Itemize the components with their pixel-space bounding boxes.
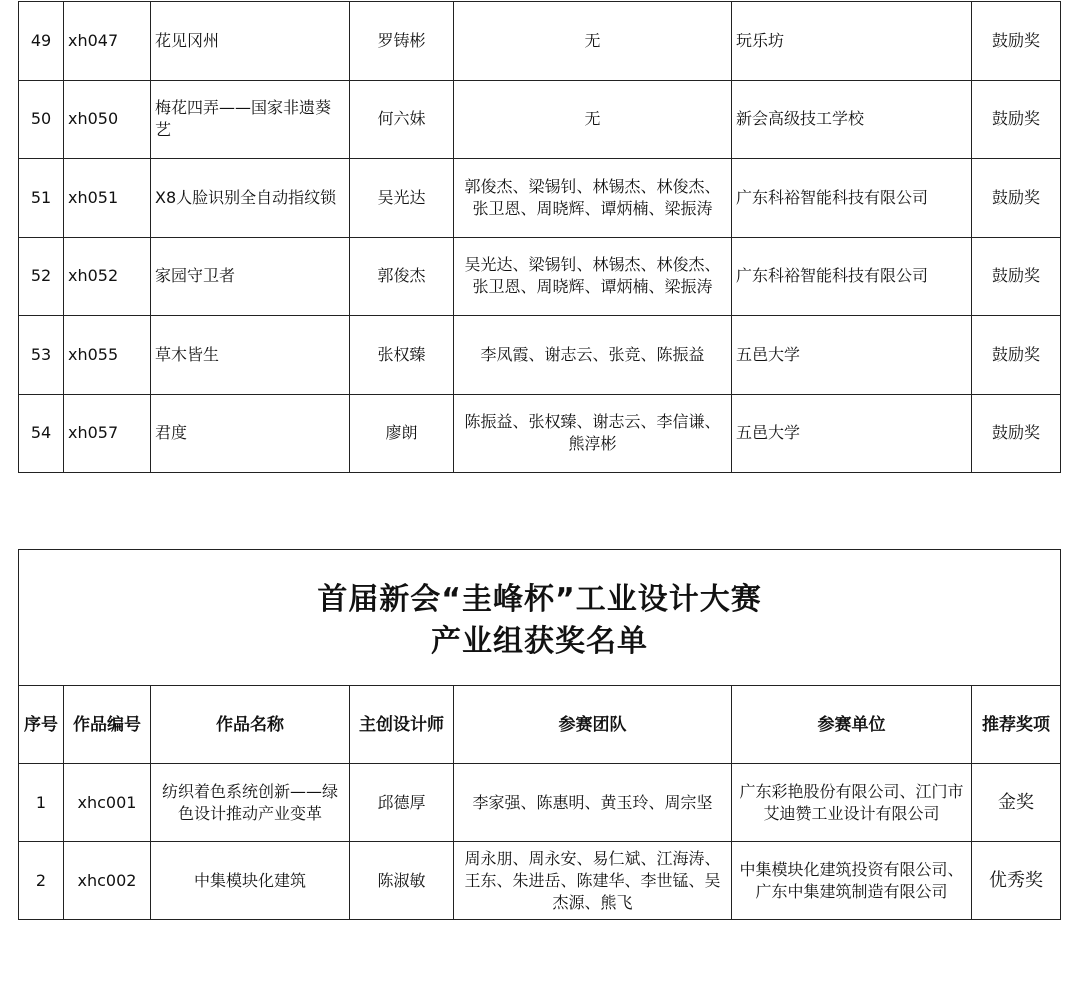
entrant-unit: 广东彩艳股份有限公司、江门市艾迪赞工业设计有限公司 [732, 764, 972, 842]
lead-designer: 邱德厚 [350, 764, 454, 842]
award: 优秀奖 [972, 842, 1061, 920]
entrant-unit: 广东科裕智能科技有限公司 [732, 237, 972, 316]
lead-designer: 陈淑敏 [350, 842, 454, 920]
row-number: 53 [19, 316, 64, 395]
lead-designer: 郭俊杰 [350, 237, 454, 316]
work-name: 家园守卫者 [151, 237, 350, 316]
work-code: xh050 [64, 80, 151, 159]
award: 鼓励奖 [972, 80, 1061, 159]
team-members: 周永朋、周永安、易仁斌、江海涛、王东、朱进岳、陈建华、李世锰、吴杰源、熊飞 [454, 842, 732, 920]
row-number: 1 [19, 764, 64, 842]
row-number: 49 [19, 2, 64, 81]
title-line-1: 首届新会“圭峰杯”工业设计大赛 [317, 581, 762, 617]
header-designer: 主创设计师 [350, 686, 454, 764]
header-name: 作品名称 [151, 686, 350, 764]
team-members: 郭俊杰、梁锡钊、林锡杰、林俊杰、张卫恩、周晓辉、谭炳楠、梁振涛 [454, 159, 732, 238]
header-no: 序号 [19, 686, 64, 764]
work-name: 草木皆生 [151, 316, 350, 395]
header-unit: 参赛单位 [732, 686, 972, 764]
lead-designer: 吴光达 [350, 159, 454, 238]
work-code: xh055 [64, 316, 151, 395]
award: 鼓励奖 [972, 159, 1061, 238]
work-name: 花见冈州 [151, 2, 350, 81]
entrant-unit: 新会高级技工学校 [732, 80, 972, 159]
entrant-unit: 五邑大学 [732, 316, 972, 395]
title-line-2: 产业组获奖名单 [431, 623, 649, 659]
table-row [19, 842, 1061, 920]
table-row [19, 764, 1061, 842]
team-members: 李凤霞、谢志云、张竞、陈振益 [454, 316, 732, 395]
table-row [19, 159, 1061, 238]
header-code: 作品编号 [64, 686, 151, 764]
header-team: 参赛团队 [454, 686, 732, 764]
work-name: 梅花四弄——国家非遗葵艺 [151, 80, 350, 159]
entrant-unit: 广东科裕智能科技有限公司 [732, 159, 972, 238]
award: 鼓励奖 [972, 316, 1061, 395]
row-number: 51 [19, 159, 64, 238]
lead-designer: 罗铸彬 [350, 2, 454, 81]
entrant-unit: 中集模块化建筑投资有限公司、广东中集建筑制造有限公司 [732, 842, 972, 920]
work-name: 中集模块化建筑 [151, 842, 350, 920]
row-number: 54 [19, 394, 64, 473]
award: 金奖 [972, 764, 1061, 842]
team-members: 李家强、陈惠明、黄玉玲、周宗坚 [454, 764, 732, 842]
header-row [19, 686, 1061, 764]
work-code: xhc001 [64, 764, 151, 842]
lead-designer: 张权臻 [350, 316, 454, 395]
lead-designer: 何六妹 [350, 80, 454, 159]
row-number: 2 [19, 842, 64, 920]
row-number: 50 [19, 80, 64, 159]
work-code: xh057 [64, 394, 151, 473]
award: 鼓励奖 [972, 394, 1061, 473]
work-code: xhc002 [64, 842, 151, 920]
work-code: xh047 [64, 2, 151, 81]
lead-designer: 廖朗 [350, 394, 454, 473]
work-name: 纺织着色系统创新——绿色设计推动产业变革 [151, 764, 350, 842]
entrant-unit: 玩乐坊 [732, 2, 972, 81]
table-row [19, 80, 1061, 159]
team-members: 陈振益、张权臻、谢志云、李信谦、熊淳彬 [454, 394, 732, 473]
team-members: 吴光达、梁锡钊、林锡杰、林俊杰、张卫恩、周晓辉、谭炳楠、梁振涛 [454, 237, 732, 316]
work-code: xh051 [64, 159, 151, 238]
header-award: 推荐奖项 [972, 686, 1061, 764]
row-number: 52 [19, 237, 64, 316]
industry-group-award-table [18, 549, 1061, 920]
team-members: 无 [454, 80, 732, 159]
award: 鼓励奖 [972, 2, 1061, 81]
team-members: 无 [454, 2, 732, 81]
table-row [19, 237, 1061, 316]
entrant-unit: 五邑大学 [732, 394, 972, 473]
award-table-continued [18, 1, 1061, 473]
work-code: xh052 [64, 237, 151, 316]
table-row [19, 316, 1061, 395]
table-row [19, 2, 1061, 81]
table-row [19, 394, 1061, 473]
table-title-row [19, 550, 1061, 686]
work-name: 君度 [151, 394, 350, 473]
award: 鼓励奖 [972, 237, 1061, 316]
table-title [19, 550, 1061, 686]
work-name: X8人脸识别全自动指纹锁 [151, 159, 350, 238]
